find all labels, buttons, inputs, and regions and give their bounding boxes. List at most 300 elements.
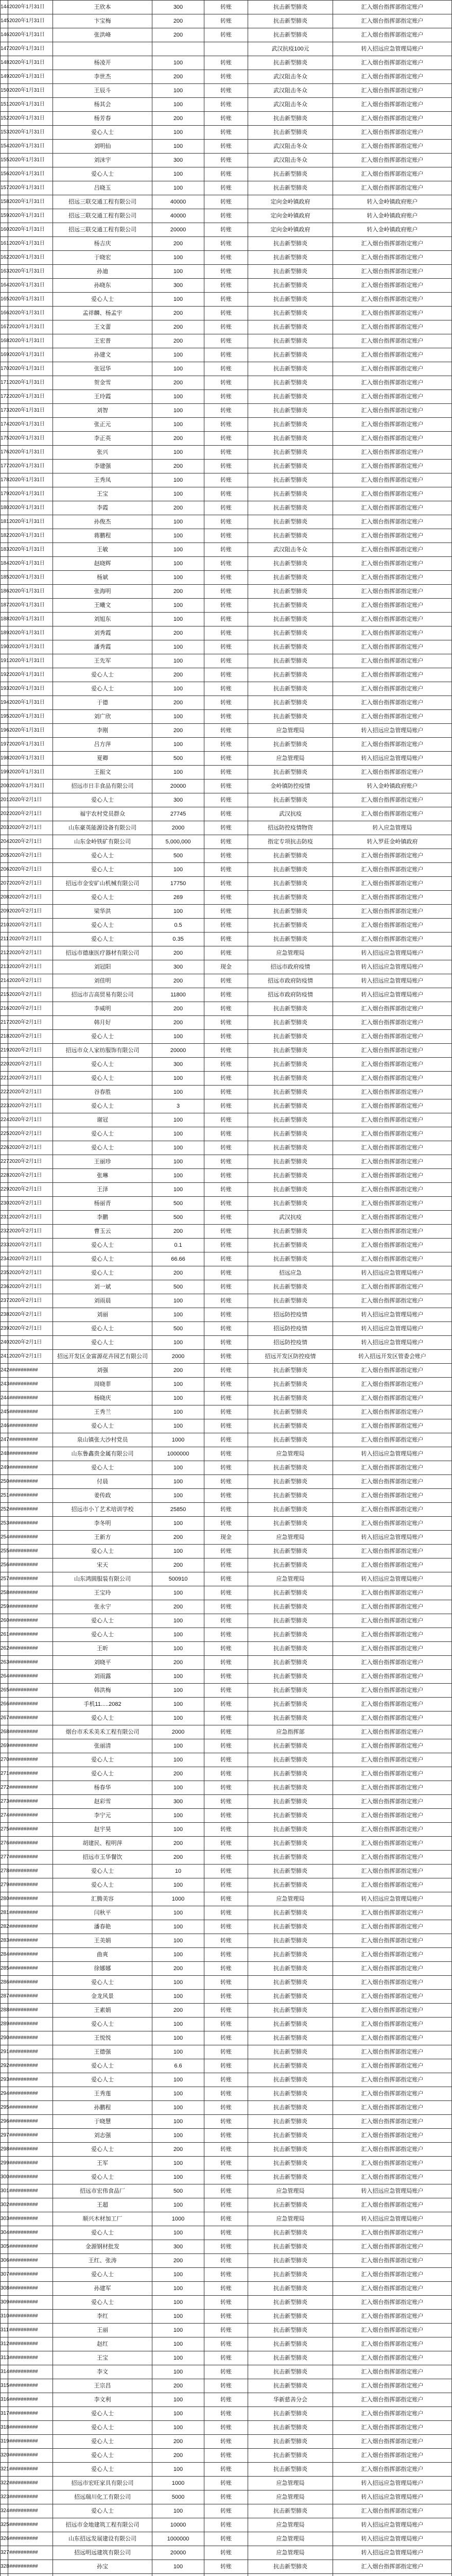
- donation-date: 2020年2月1日: [8, 849, 53, 863]
- donation-amount: 100: [152, 1920, 204, 1934]
- payment-method: 转账: [204, 1851, 248, 1865]
- table-row: [1, 473, 452, 487]
- donation-purpose: 抗击新型肺炎: [248, 2143, 333, 2157]
- donation-purpose: 抗击新型肺炎: [248, 2171, 333, 2184]
- donation-date: 2020年1月31日: [8, 460, 53, 473]
- donation-date: ##########: [8, 2310, 53, 2324]
- donation-amount: 100: [152, 2560, 204, 2574]
- donation-date: 2020年1月31日: [8, 599, 53, 613]
- donor-name: 赵彩雪: [53, 1795, 152, 1809]
- table-row: [1, 334, 452, 348]
- donor-name: 刘沫宇: [53, 154, 152, 167]
- payment-method: 转账: [204, 1322, 248, 1336]
- fund-destination: 汇入烟台指挥部指定账户: [333, 1781, 452, 1795]
- table-row: [1, 1489, 452, 1503]
- row-number: 287: [1, 1990, 8, 2004]
- donor-name: 招远市金安矿山机械有限公司: [53, 877, 152, 891]
- donation-date: 2020年1月31日: [8, 390, 53, 404]
- table-row: [1, 1753, 452, 1767]
- fund-destination: 汇入烟台指挥部指定账户: [333, 1558, 452, 1572]
- table-row: [1, 2477, 452, 2490]
- payment-method: 转账: [204, 1447, 248, 1461]
- row-number: 214: [1, 974, 8, 988]
- donor-name: 王宝玲: [53, 1586, 152, 1600]
- row-number: 300: [1, 2171, 8, 2184]
- table-row: [1, 2574, 452, 2576]
- donation-amount: 100: [152, 1614, 204, 1628]
- donation-amount: 17750: [152, 877, 204, 891]
- row-number: 269: [1, 1739, 8, 1753]
- donation-date: 2020年2月1日: [8, 1086, 53, 1099]
- donor-name: 爱心人士: [53, 2171, 152, 2184]
- row-number: 227: [1, 1155, 8, 1169]
- donation-purpose: 抗击新型肺炎: [248, 1197, 333, 1211]
- donation-purpose: 抗击新型肺炎: [248, 2337, 333, 2351]
- donor-name: 刘一斌: [53, 1280, 152, 1294]
- payment-method: 转账: [204, 905, 248, 919]
- payment-method: 转账: [204, 1392, 248, 1405]
- donation-date: ##########: [8, 2435, 53, 2449]
- row-number: 170: [1, 362, 8, 376]
- payment-method: 转账: [204, 1044, 248, 1058]
- payment-method: 转账: [204, 2296, 248, 2310]
- row-number: 322: [1, 2477, 8, 2490]
- donation-date: 2020年1月31日: [8, 571, 53, 585]
- donation-date: 2020年2月1日: [8, 1044, 53, 1058]
- donor-name: 爱心人士: [53, 1711, 152, 1725]
- payment-method: 转账: [204, 752, 248, 766]
- payment-method: 转账: [204, 2477, 248, 2490]
- donation-date: ##########: [8, 2393, 53, 2407]
- row-number: 209: [1, 905, 8, 919]
- donation-purpose: 抗击新型肺炎: [248, 473, 333, 487]
- fund-destination: 汇入烟台指挥部指定账户: [333, 2310, 452, 2324]
- table-row: [1, 1920, 452, 1934]
- payment-method: 转账: [204, 988, 248, 1002]
- donor-name: 爱心人士: [53, 167, 152, 181]
- fund-destination: 汇入烟台指挥部指定账户: [333, 460, 452, 473]
- donation-amount: 200: [152, 1002, 204, 1016]
- donation-amount: 100: [152, 766, 204, 779]
- row-number: 175: [1, 432, 8, 446]
- donor-name: 韩月好: [53, 1016, 152, 1030]
- fund-destination: 汇入烟台指挥部指定账户: [333, 1058, 452, 1072]
- donation-purpose: 招远防控疫情: [248, 1308, 333, 1322]
- row-number: 197: [1, 738, 8, 752]
- table-row: [1, 1503, 452, 1517]
- donation-date: ##########: [8, 2087, 53, 2101]
- donation-amount: 100: [152, 1155, 204, 1169]
- donation-amount: 100: [152, 1405, 204, 1419]
- donor-name: 山东鸿圆服装有限公司: [53, 1572, 152, 1586]
- donation-purpose: 抗击新型肺炎: [248, 1169, 333, 1183]
- donation-purpose: 指定专项抗击防疫: [248, 835, 333, 849]
- row-number: 225: [1, 1127, 8, 1141]
- donor-name: 招远瑞川化工有限公司: [53, 2490, 152, 2504]
- table-row: [1, 1531, 452, 1545]
- donation-amount: 2000: [152, 1725, 204, 1739]
- fund-destination: 汇入烟台指挥部指定账户: [333, 1183, 452, 1197]
- donation-date: ##########: [8, 1614, 53, 1628]
- donor-name: 招远市日丰食品有限公司: [53, 779, 152, 793]
- payment-method: 转账: [204, 70, 248, 84]
- payment-method: 转账: [204, 1753, 248, 1767]
- fund-destination: 转入招远应急管理局账户: [333, 2212, 452, 2226]
- donor-name: 付晨: [53, 1475, 152, 1489]
- table-row: [1, 2240, 452, 2254]
- donation-purpose: 抗击新型肺炎: [248, 2157, 333, 2171]
- fund-destination: 汇入烟台指挥部指定账户: [333, 738, 452, 752]
- payment-method: 转账: [204, 1642, 248, 1656]
- row-number: 205: [1, 849, 8, 863]
- donor-name: 姜传政: [53, 1489, 152, 1503]
- donor-name: 爱心人士: [53, 1419, 152, 1433]
- donation-amount: 200: [152, 2379, 204, 2393]
- donation-amount: 20000: [152, 1044, 204, 1058]
- payment-method: 转账: [204, 2198, 248, 2212]
- payment-method: 转账: [204, 1600, 248, 1614]
- donation-amount: 200: [152, 2143, 204, 2157]
- donor-name: 刘佳明: [53, 974, 152, 988]
- donation-purpose: [248, 2574, 333, 2576]
- payment-method: 转账: [204, 2184, 248, 2198]
- donation-purpose: 抗击新型肺炎: [248, 2018, 333, 2031]
- donation-purpose: 抗击新型肺炎: [248, 348, 333, 362]
- donor-name: 孟祥麟、杨孟宇: [53, 307, 152, 320]
- fund-destination: 汇入烟台指挥部指定账户: [333, 1962, 452, 1976]
- donation-amount: 100: [152, 98, 204, 112]
- fund-destination: 汇入烟台指挥部指定账户: [333, 2254, 452, 2268]
- fund-destination: 汇入烟台指挥部指定账户: [333, 1475, 452, 1489]
- donation-date: 2020年1月31日: [8, 70, 53, 84]
- donation-purpose: 抗击新型肺炎: [248, 1545, 333, 1558]
- row-number: 148: [1, 56, 8, 70]
- fund-destination: 汇入烟台指挥部指定账户: [333, 446, 452, 460]
- donor-name: 王振文: [53, 766, 152, 779]
- fund-destination: 转入招远应急管理局账户: [333, 1336, 452, 1350]
- donation-date: 2020年2月1日: [8, 1002, 53, 1016]
- row-number: 242: [1, 1364, 8, 1378]
- donation-date: ##########: [8, 1489, 53, 1503]
- fund-destination: 转入招远应急管理局账户: [333, 1447, 452, 1461]
- fund-destination: 汇入烟台指挥部指定账户: [333, 1127, 452, 1141]
- donation-purpose: 抗击新型肺炎: [248, 1086, 333, 1099]
- row-number: 162: [1, 251, 8, 265]
- fund-destination: 汇入烟台指挥部指定账户: [333, 501, 452, 515]
- donation-purpose: 抗击新型肺炎: [248, 2240, 333, 2254]
- table-row: [1, 1865, 452, 1878]
- payment-method: 转账: [204, 1183, 248, 1197]
- table-row: [1, 1656, 452, 1670]
- table-row: [1, 1600, 452, 1614]
- payment-method: 转账: [204, 265, 248, 279]
- donation-amount: 20000: [152, 2546, 204, 2560]
- donor-name: 杨晓庆: [53, 1392, 152, 1405]
- donor-name: 爱心人士: [53, 1336, 152, 1350]
- donor-name: 王德强: [53, 2045, 152, 2059]
- fund-destination: 转入招远应急管理局账户: [333, 1308, 452, 1322]
- table-row: [1, 28, 452, 42]
- donation-amount: 100: [152, 1127, 204, 1141]
- fund-destination: 汇入烟台指挥部指定账户: [333, 766, 452, 779]
- donation-date: ##########: [8, 2546, 53, 2560]
- donation-amount: 500: [152, 849, 204, 863]
- fund-destination: 汇入烟台指挥部指定账户: [333, 1600, 452, 1614]
- fund-destination: 汇入烟台指挥部指定账户: [333, 668, 452, 682]
- donation-amount: 100: [152, 1628, 204, 1642]
- payment-method: 转账: [204, 1837, 248, 1851]
- donor-name: 杨芳春: [53, 112, 152, 126]
- donation-date: 2020年1月31日: [8, 418, 53, 432]
- row-number: 276: [1, 1837, 8, 1851]
- donation-purpose: 抗击新型肺炎: [248, 1044, 333, 1058]
- payment-method: 转账: [204, 2546, 248, 2560]
- donation-purpose: 抗击新型肺炎: [248, 2059, 333, 2073]
- fund-destination: 转入罗莊金岭镇政府: [333, 835, 452, 849]
- donation-date: ##########: [8, 2143, 53, 2157]
- donation-date: ##########: [8, 1447, 53, 1461]
- fund-destination: 汇入烟台指挥部指定账户: [333, 613, 452, 626]
- donation-date: 2020年2月1日: [8, 946, 53, 960]
- row-number: 166: [1, 307, 8, 320]
- donation-date: 2020年2月1日: [8, 933, 53, 946]
- table-row: [1, 2449, 452, 2463]
- donation-date: ##########: [8, 2532, 53, 2546]
- payment-method: 转账: [204, 738, 248, 752]
- table-row: [1, 2129, 452, 2143]
- payment-method: 转账: [204, 1920, 248, 1934]
- donation-date: 2020年1月31日: [8, 348, 53, 362]
- donation-purpose: 抗击新型肺炎: [248, 557, 333, 571]
- table-row: [1, 1781, 452, 1795]
- row-number: 193: [1, 682, 8, 696]
- fund-destination: 转入金岭镇政府账户: [333, 195, 452, 209]
- fund-destination: 汇入烟台指挥部指定账户: [333, 543, 452, 557]
- fund-destination: 汇入烟台指挥部指定账户: [333, 2463, 452, 2477]
- row-number: 319: [1, 2435, 8, 2449]
- table-row: [1, 2004, 452, 2018]
- donation-date: 2020年2月1日: [8, 793, 53, 807]
- donor-name: 王超: [53, 2198, 152, 2212]
- fund-destination: 汇入烟台指挥部指定账户: [333, 1086, 452, 1099]
- donation-purpose: 应急管理局: [248, 1447, 333, 1461]
- fund-destination: 汇入烟台指挥部指定账户: [333, 2087, 452, 2101]
- payment-method: 转账: [204, 1503, 248, 1517]
- row-number: 290: [1, 2031, 8, 2045]
- donation-amount: 100: [152, 2365, 204, 2379]
- donation-purpose: 抗击新型肺炎: [248, 1183, 333, 1197]
- donation-purpose: 武汉阻击冬众: [248, 140, 333, 154]
- donor-name: 张正元: [53, 418, 152, 432]
- payment-method: 转账: [204, 1545, 248, 1558]
- table-row: [1, 585, 452, 599]
- donation-date: 2020年1月31日: [8, 766, 53, 779]
- donation-date: 2020年2月1日: [8, 1350, 53, 1364]
- table-row: [1, 2407, 452, 2421]
- fund-destination: 汇入烟台指挥部指定账户: [333, 933, 452, 946]
- payment-method: 转账: [204, 1211, 248, 1225]
- donation-date: ##########: [8, 2296, 53, 2310]
- table-row: [1, 1684, 452, 1698]
- row-number: 247: [1, 1433, 8, 1447]
- row-number: 280: [1, 1892, 8, 1906]
- donation-amount: 200: [152, 1656, 204, 1670]
- donor-name: 王新方: [53, 1531, 152, 1545]
- donation-purpose: 抗击新型肺炎: [248, 2296, 333, 2310]
- row-number: 217: [1, 1016, 8, 1030]
- donation-purpose: 抗击新型肺炎: [248, 2129, 333, 2143]
- donor-name: 金源钢材批发: [53, 2240, 152, 2254]
- payment-method: 转账: [204, 1, 248, 14]
- table-row: [1, 460, 452, 473]
- table-row: [1, 1962, 452, 1976]
- donor-name: 爱心人士: [53, 1127, 152, 1141]
- donation-date: 2020年1月31日: [8, 487, 53, 501]
- donation-amount: 500: [152, 1280, 204, 1294]
- donation-date: 2020年1月31日: [8, 140, 53, 154]
- table-row: [1, 599, 452, 613]
- donation-amount: 3: [152, 1099, 204, 1113]
- payment-method: 转账: [204, 1058, 248, 1072]
- fund-destination: 汇入烟台指挥部指定账户: [333, 1628, 452, 1642]
- table-row: [1, 1252, 452, 1266]
- donation-purpose: 抗击新型肺炎: [248, 126, 333, 140]
- donation-amount: 100: [152, 557, 204, 571]
- table-row: [1, 56, 452, 70]
- row-number: 274: [1, 1809, 8, 1823]
- donation-purpose: 抗击新型肺炎: [248, 1739, 333, 1753]
- row-number: 236: [1, 1280, 8, 1294]
- fund-destination: 汇入烟台指挥部指定账户: [333, 1072, 452, 1086]
- donor-name: 招远明远建筑有限公司: [53, 2546, 152, 2560]
- donation-date: ##########: [8, 2463, 53, 2477]
- payment-method: 转账: [204, 1934, 248, 1948]
- donation-amount: 100: [152, 1545, 204, 1558]
- donor-name: 爱心人士: [53, 1099, 152, 1113]
- fund-destination: 汇入烟台指挥部指定账户: [333, 334, 452, 348]
- fund-destination: 汇入烟台指挥部指定账户: [333, 1461, 452, 1475]
- donation-date: ##########: [8, 2045, 53, 2059]
- donation-amount: 100: [152, 126, 204, 140]
- row-number: 283: [1, 1934, 8, 1948]
- payment-method: 转账: [204, 1684, 248, 1698]
- donor-name: 王美娟: [53, 1934, 152, 1948]
- donor-name: 刘志强: [53, 2129, 152, 2143]
- table-row: [1, 1447, 452, 1461]
- fund-destination: 汇入烟台指挥部指定账户: [333, 1948, 452, 1962]
- donation-amount: 2000: [152, 1350, 204, 1364]
- donation-purpose: 抗击新型肺炎: [248, 2379, 333, 2393]
- payment-method: 转账: [204, 473, 248, 487]
- fund-destination: 汇入烟台指挥部指定账户: [333, 2365, 452, 2379]
- row-number: 310: [1, 2310, 8, 2324]
- donation-amount: 100: [152, 1823, 204, 1837]
- donation-purpose: 定向金岭镇政府: [248, 195, 333, 209]
- donor-name: 卞宝梅: [53, 14, 152, 28]
- donation-amount: 100: [152, 1948, 204, 1962]
- donation-amount: 100: [152, 1141, 204, 1155]
- row-number: 304: [1, 2226, 8, 2240]
- row-number: 156: [1, 167, 8, 181]
- payment-method: 转账: [204, 682, 248, 696]
- donation-amount: 500: [152, 752, 204, 766]
- donation-date: ##########: [8, 1962, 53, 1976]
- donation-purpose: 抗击新型肺炎: [248, 1503, 333, 1517]
- donation-amount: 100: [152, 1169, 204, 1183]
- donor-name: 招远市宏伟食品厂: [53, 2184, 152, 2198]
- donation-amount: 100: [152, 2157, 204, 2171]
- table-row: [1, 1419, 452, 1433]
- donation-purpose: 武汉阻击冬众: [248, 543, 333, 557]
- fund-destination: 汇入烟台指挥部指定账户: [333, 2296, 452, 2310]
- donation-amount: 100: [152, 654, 204, 668]
- payment-method: 转账: [204, 2143, 248, 2157]
- table-row: [1, 1155, 452, 1169]
- table-row: [1, 529, 452, 543]
- payment-method: 转账: [204, 1725, 248, 1739]
- payment-method: 转账: [204, 1002, 248, 1016]
- donation-date: 2020年1月31日: [8, 237, 53, 251]
- table-row: [1, 376, 452, 390]
- fund-destination: 汇入烟台指挥部指定账户: [333, 98, 452, 112]
- donation-purpose: 抗击新型肺炎: [248, 2073, 333, 2087]
- donation-date: 2020年2月1日: [8, 1072, 53, 1086]
- donation-purpose: 抗击新型肺炎: [248, 2031, 333, 2045]
- payment-method: 转账: [204, 1809, 248, 1823]
- payment-method: 转账: [204, 1072, 248, 1086]
- donation-date: ##########: [8, 2449, 53, 2463]
- row-number: 213: [1, 960, 8, 974]
- donation-date: 2020年1月31日: [8, 112, 53, 126]
- donation-purpose: 抗击新型肺炎: [248, 793, 333, 807]
- donation-purpose: 武汉阻击冬众: [248, 84, 333, 98]
- fund-destination: 汇入烟台指挥部指定账户: [333, 877, 452, 891]
- donation-purpose: 抗击新型肺炎: [248, 1002, 333, 1016]
- donor-name: 王先军: [53, 654, 152, 668]
- fund-destination: 汇入烟台指挥部指定账户: [333, 1934, 452, 1948]
- fund-destination: 汇入烟台指挥部指定账户: [333, 1197, 452, 1211]
- table-row: [1, 2045, 452, 2059]
- row-number: 271: [1, 1767, 8, 1781]
- fund-destination: 汇入烟台指挥部指定账户: [333, 1141, 452, 1155]
- row-number: 264: [1, 1670, 8, 1684]
- table-row: [1, 2157, 452, 2171]
- table-row: [1, 404, 452, 418]
- row-number: 305: [1, 2240, 8, 2254]
- donation-amount: 100: [152, 1990, 204, 2004]
- donation-date: ##########: [8, 1461, 53, 1475]
- donation-purpose: 抗击新型肺炎: [248, 2087, 333, 2101]
- table-row: [1, 1851, 452, 1865]
- payment-method: 转账: [204, 877, 248, 891]
- donation-amount: 100: [152, 905, 204, 919]
- donation-purpose: 应急管理局: [248, 1892, 333, 1906]
- donor-name: 赵红: [53, 2337, 152, 2351]
- donation-date: ##########: [8, 2504, 53, 2518]
- donor-name: 王玲霞: [53, 390, 152, 404]
- donation-amount: 100: [152, 2268, 204, 2282]
- donor-name: 王军: [53, 2157, 152, 2171]
- donation-purpose: 抗击新型肺炎: [248, 1823, 333, 1837]
- donation-amount: 100: [152, 2421, 204, 2435]
- donation-date: ##########: [8, 2518, 53, 2532]
- row-number: 159: [1, 209, 8, 223]
- fund-destination: 汇入烟台指挥部指定账户: [333, 2031, 452, 2045]
- payment-method: 转账: [204, 1336, 248, 1350]
- payment-method: 转账: [204, 613, 248, 626]
- donation-date: 2020年2月1日: [8, 821, 53, 835]
- row-number: 189: [1, 626, 8, 640]
